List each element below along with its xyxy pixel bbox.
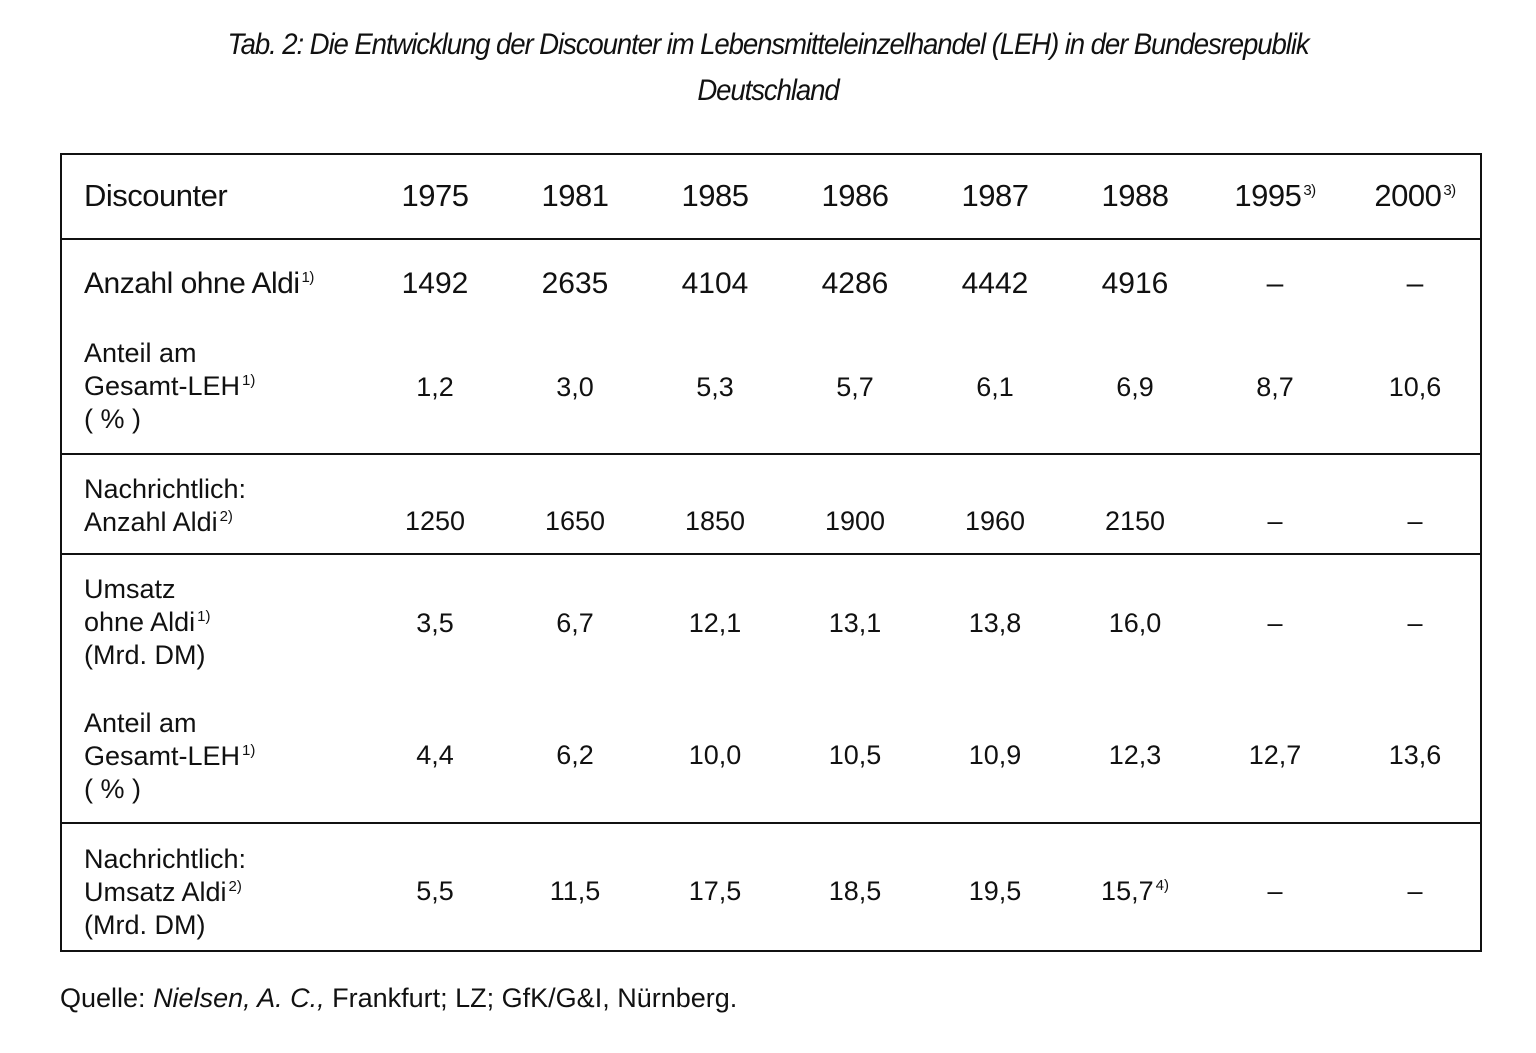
table-cell bbox=[1215, 267, 1335, 300]
table-cell bbox=[1215, 505, 1335, 538]
table-cell bbox=[935, 739, 1055, 772]
table-cell-value: 2150 bbox=[1104, 506, 1166, 536]
table-cell-value: 1650 bbox=[544, 506, 606, 536]
row-label-text: Anzahl ohne Aldi bbox=[84, 267, 300, 300]
row-label-text: Umsatz Aldi bbox=[84, 877, 227, 907]
table-cell-value: 12,1 bbox=[688, 608, 742, 638]
row-label-text: ohne Aldi bbox=[84, 607, 196, 637]
table-cell-value: 5,7 bbox=[836, 372, 874, 402]
table-title-line-1: Tab. 2: Die Entwicklung der Discounter im Lebensmitteleinzelhandel (LEH) in der Bundesrepublik bbox=[227, 28, 1309, 61]
table-cell bbox=[1355, 371, 1475, 404]
table-cell-value: 2635 bbox=[541, 267, 609, 300]
source-prefix: Quelle: bbox=[60, 983, 154, 1013]
row-label-line bbox=[84, 773, 255, 806]
table-title bbox=[61, 22, 1474, 114]
row-label-text: (Mrd. DM) bbox=[84, 640, 206, 670]
header-year-text: 2000 bbox=[1374, 178, 1442, 213]
table-cell bbox=[1355, 267, 1475, 300]
table-cell-value: 1960 bbox=[964, 506, 1026, 536]
table-cell bbox=[375, 739, 495, 772]
table-cell bbox=[935, 267, 1055, 300]
table-cell-value: 6,2 bbox=[556, 740, 594, 770]
row-label-3 bbox=[84, 573, 210, 672]
row-label-text: Gesamt-LEH bbox=[84, 741, 241, 771]
header-divider bbox=[62, 238, 1480, 240]
table-cell-value: 13,8 bbox=[968, 608, 1022, 638]
row-label-0 bbox=[84, 267, 314, 300]
table-cell bbox=[935, 505, 1055, 538]
header-year-text: 1985 bbox=[681, 178, 749, 213]
row-label-text: Anteil am bbox=[84, 338, 197, 368]
table-cell-value: 4916 bbox=[1101, 267, 1169, 300]
table-cell-value: 13,6 bbox=[1388, 740, 1442, 770]
table-cell-value: – bbox=[1407, 876, 1423, 906]
table-cell-value: 4,4 bbox=[416, 740, 454, 770]
table-cell-value: 6,9 bbox=[1116, 372, 1154, 402]
table-cell bbox=[1215, 371, 1335, 404]
table-cell-value: 5,3 bbox=[696, 372, 734, 402]
row-label-text: (Mrd. DM) bbox=[84, 910, 206, 940]
table-cell bbox=[375, 875, 495, 908]
row-label-line bbox=[84, 473, 246, 506]
table-cell bbox=[795, 607, 915, 640]
table-cell-value: 11,5 bbox=[549, 876, 601, 906]
table-cell-footnote: 4) bbox=[1155, 877, 1169, 894]
table-cell-value: 10,5 bbox=[828, 740, 882, 770]
section-divider-1 bbox=[62, 453, 1480, 455]
row-label-footnote: 1) bbox=[242, 742, 256, 759]
header-year-footnote: 3) bbox=[1443, 181, 1456, 199]
table-cell bbox=[375, 267, 495, 300]
table-cell-value: – bbox=[1407, 608, 1423, 638]
row-label-line bbox=[84, 639, 210, 672]
table-cell-value: 10,6 bbox=[1388, 372, 1442, 402]
header-year-5 bbox=[1075, 179, 1195, 212]
table-cell-value: 1250 bbox=[404, 506, 466, 536]
table-cell-value: 19,5 bbox=[968, 876, 1022, 906]
table-cell bbox=[1215, 739, 1335, 772]
table-cell-value: 5,5 bbox=[416, 876, 454, 906]
row-label-text: Anteil am bbox=[84, 708, 197, 738]
row-label-line bbox=[84, 370, 255, 403]
table-cell bbox=[515, 875, 635, 908]
header-year-0 bbox=[375, 179, 495, 212]
row-label-footnote: 1) bbox=[242, 372, 256, 389]
table-cell bbox=[1355, 505, 1475, 538]
table-cell-value: 3,0 bbox=[556, 372, 594, 402]
table-cell bbox=[655, 371, 775, 404]
table-cell bbox=[1355, 607, 1475, 640]
header-year-footnote: 3) bbox=[1303, 181, 1316, 199]
row-label-5 bbox=[84, 843, 246, 942]
row-label-line bbox=[84, 267, 314, 300]
row-label-line bbox=[84, 843, 246, 876]
table-cell bbox=[515, 267, 635, 300]
row-label-text: Nachrichtlich: bbox=[84, 474, 247, 504]
table-cell-value: 8,7 bbox=[1256, 372, 1294, 402]
table-cell-value: – bbox=[1407, 506, 1423, 536]
table-cell bbox=[375, 607, 495, 640]
table-cell-value: – bbox=[1406, 267, 1424, 300]
table-cell bbox=[1075, 875, 1195, 908]
row-label-2 bbox=[84, 473, 246, 539]
row-label-text: ( % ) bbox=[84, 404, 141, 434]
header-year-1 bbox=[515, 179, 635, 212]
header-year-text: 1986 bbox=[821, 178, 889, 213]
row-label-line bbox=[84, 707, 255, 740]
header-year-text: 1987 bbox=[961, 178, 1029, 213]
table-cell-value: 10,0 bbox=[688, 740, 742, 770]
table-title-line-2: Deutschland bbox=[697, 74, 839, 107]
table-cell-value: 17,5 bbox=[688, 876, 742, 906]
table-cell-value: 4104 bbox=[681, 267, 749, 300]
header-year-text: 1995 bbox=[1234, 178, 1302, 213]
header-label: Discounter bbox=[84, 178, 228, 213]
table-cell-value: 6,7 bbox=[556, 608, 594, 638]
row-label-line bbox=[84, 403, 255, 436]
table-cell bbox=[655, 267, 775, 300]
row-label-text: Gesamt-LEH bbox=[84, 371, 241, 401]
table-cell bbox=[935, 875, 1055, 908]
table-cell bbox=[1075, 739, 1195, 772]
header-year-6 bbox=[1215, 179, 1335, 212]
section-divider-2 bbox=[62, 553, 1480, 555]
row-label-1 bbox=[84, 337, 255, 436]
row-label-line bbox=[84, 740, 255, 773]
row-label-text: ( % ) bbox=[84, 774, 141, 804]
row-label-line bbox=[84, 606, 210, 639]
row-label-footnote: 2) bbox=[219, 508, 233, 525]
row-label-line bbox=[84, 337, 255, 370]
table-cell-value: 4442 bbox=[961, 267, 1029, 300]
row-label-footnote: 1) bbox=[197, 608, 211, 625]
row-label-4 bbox=[84, 707, 255, 806]
header-year-text: 1988 bbox=[1101, 178, 1169, 213]
table-cell bbox=[1075, 505, 1195, 538]
table-cell bbox=[655, 739, 775, 772]
row-label-line bbox=[84, 909, 246, 942]
section-divider-3 bbox=[62, 822, 1480, 824]
header-year-text: 1975 bbox=[401, 178, 469, 213]
row-label-line bbox=[84, 573, 210, 606]
table-cell-value: 1900 bbox=[824, 506, 886, 536]
table-cell-value: 18,5 bbox=[828, 876, 882, 906]
table-cell-value: 4286 bbox=[821, 267, 889, 300]
table-cell bbox=[1215, 607, 1335, 640]
table-cell bbox=[1355, 875, 1475, 908]
table-cell bbox=[655, 607, 775, 640]
table-cell bbox=[795, 739, 915, 772]
table-cell-value: 16,0 bbox=[1108, 608, 1162, 638]
table-cell-value: – bbox=[1267, 506, 1283, 536]
row-label-footnote: 2) bbox=[228, 878, 242, 895]
table-cell-value: 13,1 bbox=[828, 608, 882, 638]
header-year-2 bbox=[655, 179, 775, 212]
table-cell-value: – bbox=[1267, 608, 1283, 638]
table-cell bbox=[375, 505, 495, 538]
table-cell-value: 6,1 bbox=[976, 372, 1014, 402]
table-cell-value: 1,2 bbox=[416, 372, 454, 402]
table-cell-value: 1492 bbox=[401, 267, 469, 300]
table-cell bbox=[515, 739, 635, 772]
row-label-footnote: 1) bbox=[301, 269, 314, 286]
table-cell-value: – bbox=[1266, 267, 1284, 300]
source-author: Nielsen, A. C., bbox=[153, 983, 325, 1013]
table-cell bbox=[935, 607, 1055, 640]
table-cell bbox=[515, 505, 635, 538]
source-rest: Frankfurt; LZ; GfK/G&I, Nürnberg. bbox=[324, 983, 738, 1013]
row-label-text: Anzahl Aldi bbox=[84, 507, 218, 537]
table-cell bbox=[795, 875, 915, 908]
table-cell bbox=[935, 371, 1055, 404]
table-cell bbox=[515, 371, 635, 404]
table-cell-value: 12,7 bbox=[1248, 740, 1302, 770]
table-cell-value: 3,5 bbox=[416, 608, 454, 638]
header-year-text: 1981 bbox=[541, 178, 609, 213]
table-cell-value: 1850 bbox=[684, 506, 746, 536]
header-year-4 bbox=[935, 179, 1055, 212]
table-cell bbox=[655, 505, 775, 538]
table-cell bbox=[795, 371, 915, 404]
table-cell bbox=[795, 505, 915, 538]
table-cell-value: 15,7 bbox=[1101, 876, 1154, 906]
row-label-line bbox=[84, 506, 246, 539]
table-cell-value: – bbox=[1267, 876, 1283, 906]
table-cell bbox=[375, 371, 495, 404]
table-cell bbox=[1075, 267, 1195, 300]
row-label-text: Umsatz bbox=[84, 574, 176, 604]
table-cell-value: 10,9 bbox=[968, 740, 1022, 770]
table-cell bbox=[515, 607, 635, 640]
table-cell bbox=[1075, 607, 1195, 640]
row-label-line bbox=[84, 876, 246, 909]
row-label-text: Nachrichtlich: bbox=[84, 844, 247, 874]
table-cell-value: 12,3 bbox=[1108, 740, 1162, 770]
table-cell bbox=[795, 267, 915, 300]
table-cell bbox=[655, 875, 775, 908]
table-cell bbox=[1355, 739, 1475, 772]
data-table bbox=[60, 153, 1482, 952]
header-year-3 bbox=[795, 179, 915, 212]
header-year-7 bbox=[1355, 179, 1475, 212]
table-cell bbox=[1215, 875, 1335, 908]
source-note bbox=[60, 980, 737, 1016]
table-cell bbox=[1075, 371, 1195, 404]
